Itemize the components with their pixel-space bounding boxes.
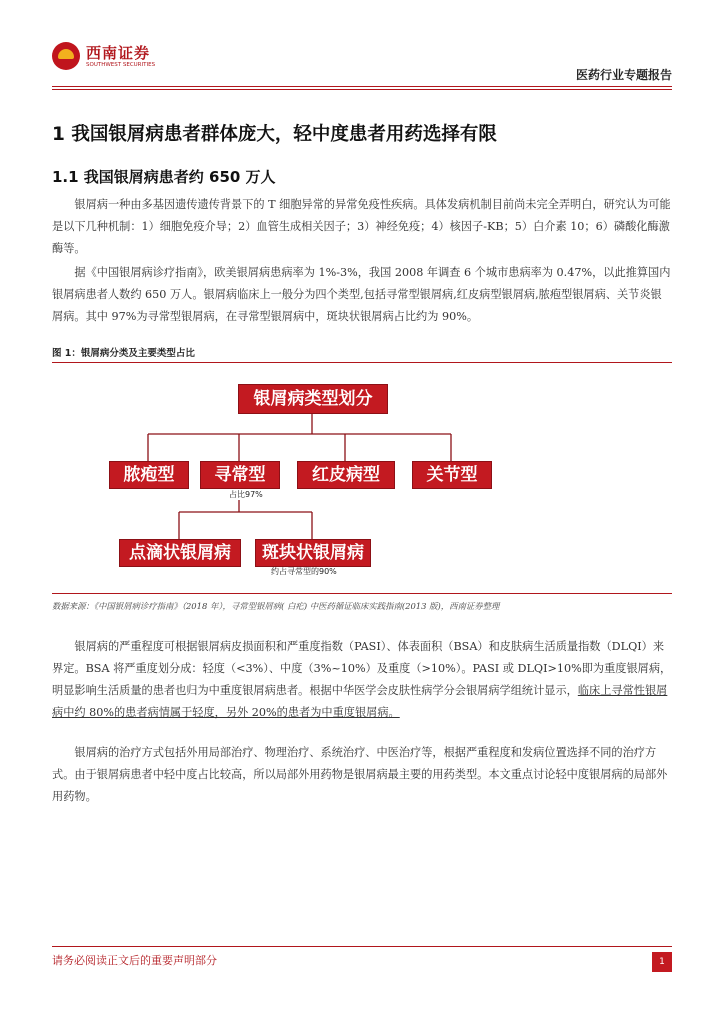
diagram-node-vulgaris: 寻常型 (200, 461, 280, 489)
paragraph-prevalence: 据《中国银屑病诊疗指南》，欧美银屑病患病率为 1%-3%，我国 2008 年调查 6 个城市患病率为 0.47%，以此推算国内银屑病患者人数约 650 万人。银屑病临床上一般分为四个类型,包括寻常型银屑病,红皮病型银屑病,脓疱型银屑病、关节炎银屑病。其中 97%为寻常型银屑病，在寻常型银屑病中，斑块状银屑病占比约为 90%。 (52, 266, 671, 323)
diagram-note-plaque-share: 约占寻常型的90% (271, 567, 337, 576)
paragraph-pathogenesis: 银屑病一种由多基因遗传遗传背景下的 T 细胞异常的异常免疫性疾病。具体发病机制目前尚未完全弄明白，研究认为可能是以下几种机制：1）细胞免疫介导；2）血管生成相关因子；3）神经免疫；4）核因子-KB；5）白介素 10；6）磷酸化酶激酶等。 (52, 198, 671, 255)
page-number: 1 (652, 952, 672, 972)
figure-bottom-rule (52, 593, 672, 594)
footer-notice: 请务必阅读正文后的重要声明部分 (52, 954, 217, 967)
diagram-node-plaque: 斑块状银屑病 (255, 539, 371, 567)
subsection-heading: 1.1 我国银屑病患者约 650 万人 (52, 168, 276, 186)
diagram-root-node: 银屑病类型划分 (238, 384, 388, 414)
brand-logo (52, 40, 172, 76)
figure-top-rule (52, 362, 672, 363)
severity-underlined-text: 临床上寻常性银屑病中约 80%的患者病情属于轻度，另外 20%的患者为中重度银屑病。 (52, 684, 668, 719)
paragraph-severity (52, 636, 672, 724)
paragraph-treatment: 银屑病的治疗方式包括外用局部治疗、物理治疗、系统治疗、中医治疗等，根据严重程度和发病位置选择不同的治疗方式。由于银屑病患者中轻中度占比较高，所以局部外用药物是银屑病最主要的用药类型。本文重点讨论轻中度银屑病的局部外用药物。 (52, 746, 668, 803)
footer-divider (52, 946, 672, 947)
logo-en-text: SOUTHWEST SECURITIES (86, 62, 156, 68)
logo-emblem-icon (52, 42, 80, 70)
report-type-title: 医药行业专题报告 (575, 68, 672, 82)
diagram-note-vulgaris-share: 占比97% (229, 490, 263, 499)
logo-cn-text: 西南证券 (86, 44, 151, 62)
figure-source: 数据来源：《中国银屑病诊疗指南》（2018 年），寻常型银屑病( 白疕) 中医药循证临床实践指南(2013 版)，西南证券整理 (52, 601, 500, 611)
header-divider (52, 86, 672, 87)
diagram-node-guttate: 点滴状银屑病 (119, 539, 241, 567)
diagram-node-pustular: 脓疱型 (109, 461, 189, 489)
severity-text: 银屑病的严重程度可根据银屑病皮损面积和严重度指数（PASI）、体表面积（BSA）和皮肤病生活质量指数（DLQI）来界定。BSA 将严重度划分成：轻度（<3%）、中度（3%~10%）及重度（>10%）。PASI 或 DLQI>10%即为重度银屑病，明显影响生活质量的患者也归为中重度银屑病患者。根据中华医学会皮肤性病学分会银屑病学组统计显示， (52, 640, 672, 697)
diagram-node-arthropathic: 关节型 (412, 461, 492, 489)
section-heading: 1 我国银屑病患者群体庞大，轻中度患者用药选择有限 (52, 124, 497, 145)
diagram-node-erythrodermic: 红皮病型 (297, 461, 395, 489)
figure-caption: 图 1：银屑病分类及主要类型占比 (52, 348, 195, 359)
header-divider-thin (52, 89, 672, 90)
